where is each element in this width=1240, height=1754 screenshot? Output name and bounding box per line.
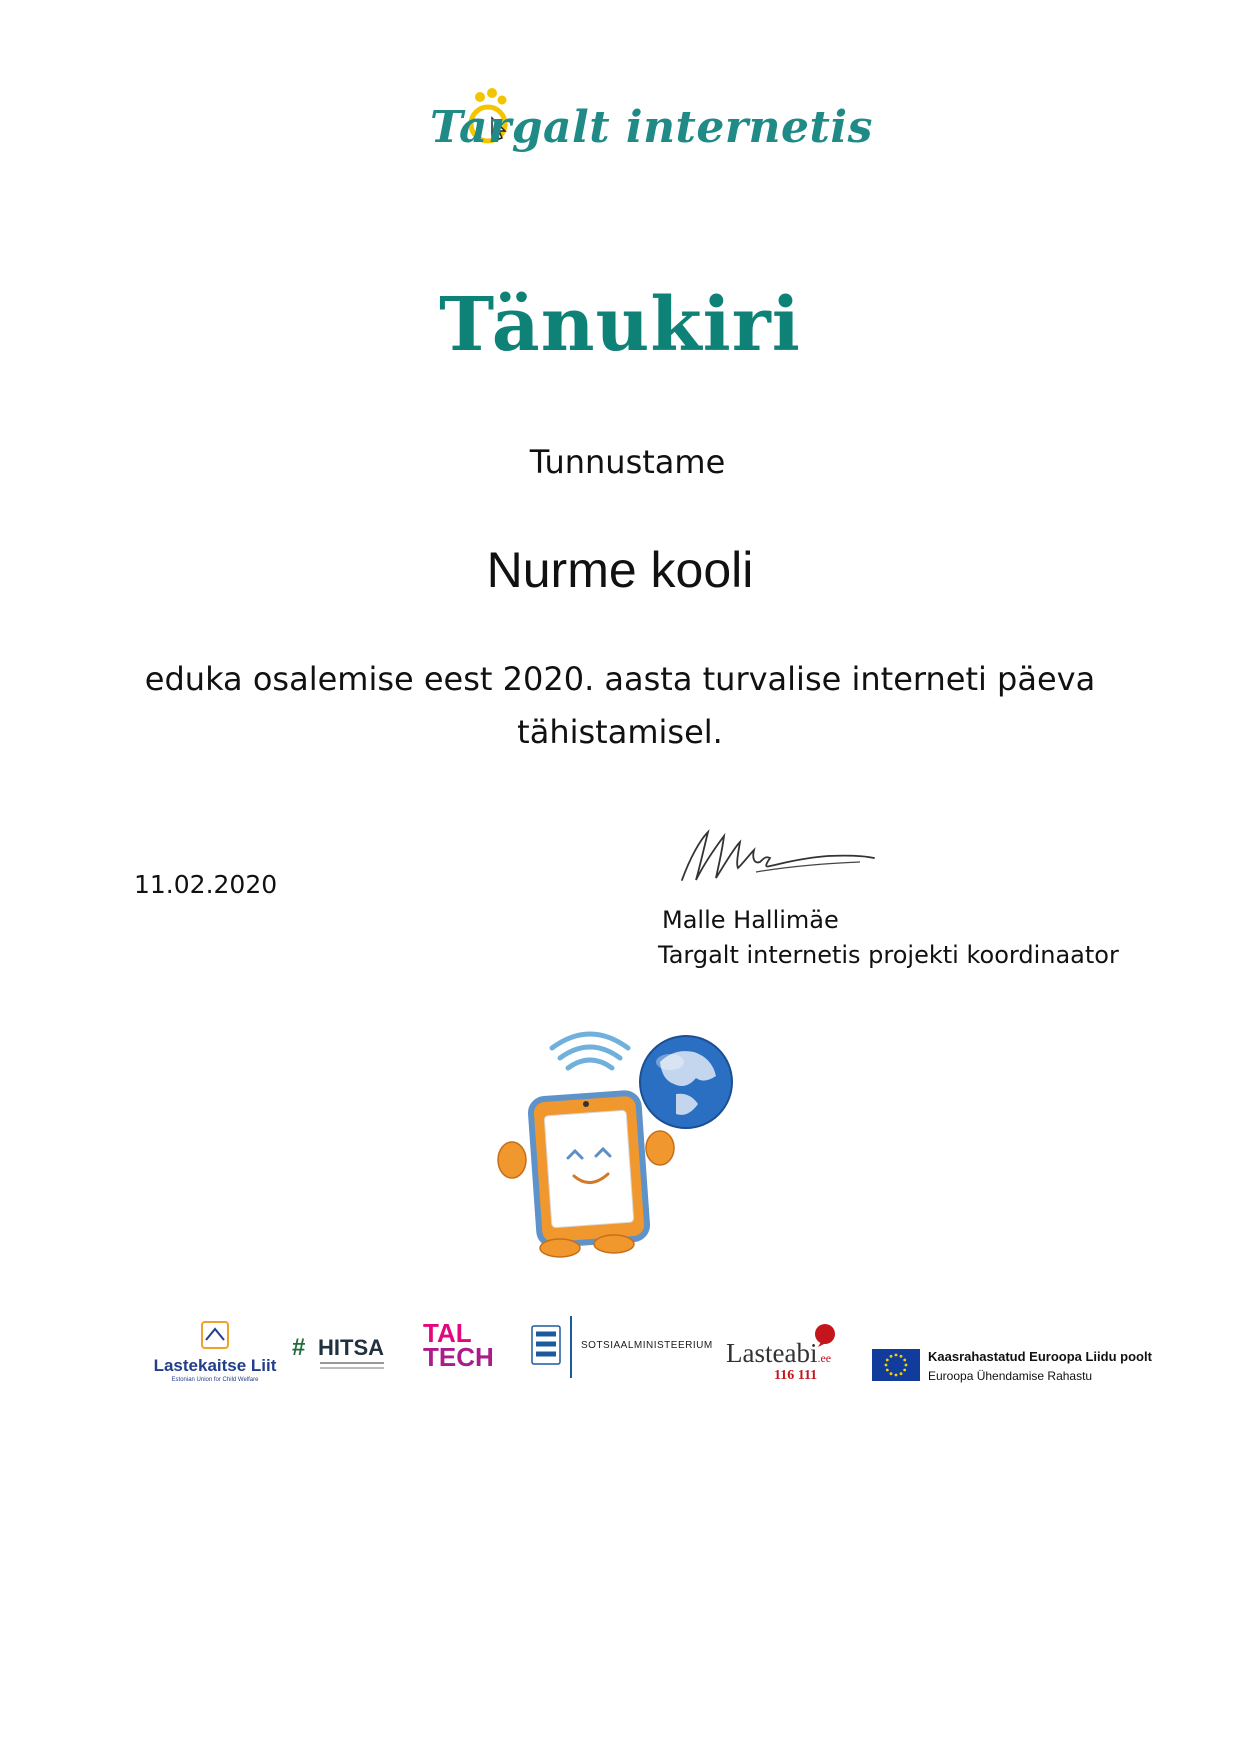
lasteabi-phone: 116 111 (774, 1368, 818, 1383)
taltech-line1: TAL (423, 1318, 472, 1348)
recognize-text: Tunnustame (529, 443, 726, 481)
recognition-reason: eduka osalemise eest 2020. aasta turvalise interneti päeva tähistamisel. (144, 660, 1096, 751)
lastekaitse-name: Lastekaitse Liit (153, 1356, 277, 1375)
eu-line2: Euroopa Ühendamise Rahastu (928, 1369, 1093, 1383)
eu-cofunding-logo (872, 1347, 1172, 1383)
lasteabi-logo (726, 1328, 846, 1386)
sotsiaal-name: SOTSIAALMINISTEERIUM (581, 1340, 713, 1351)
signer-name: Malle Hallimäe (662, 906, 839, 934)
hashtag-icon: # (292, 1334, 306, 1361)
targalt-internetis-logo (430, 88, 873, 168)
house-icon (200, 1320, 230, 1350)
recipient-name: Nurme kooli (486, 542, 754, 598)
logo-text: Targalt internetis (430, 102, 873, 153)
hitsa-subtitle-lines (320, 1362, 384, 1364)
hitsa-name: HITSA (318, 1335, 384, 1360)
eu-line1: Kaasrahastatud Euroopa Liidu poolt (928, 1349, 1152, 1364)
divider (570, 1316, 572, 1378)
taltech-line2: TECH (423, 1342, 494, 1372)
eu-flag-icon (872, 1349, 920, 1381)
lastekaitse-subtitle: Estonian Union for Child Welfare (171, 1377, 259, 1383)
lasteabi-name: Lasteabi.ee (726, 1338, 832, 1368)
taltech-logo (423, 1320, 503, 1382)
hitsa-logo (292, 1334, 392, 1374)
coat-of-arms-icon (530, 1324, 562, 1368)
lastekaitse-liit-logo (145, 1318, 285, 1388)
tablet-mascot-illustration (490, 1018, 740, 1270)
certificate-title: Tänukiri (439, 282, 801, 368)
signer-role: Targalt internetis projekti koordinaator (658, 941, 1119, 969)
handwritten-signature (660, 818, 890, 898)
sotsiaalministeerium-logo (530, 1316, 713, 1378)
certificate-date: 11.02.2020 (134, 870, 278, 899)
